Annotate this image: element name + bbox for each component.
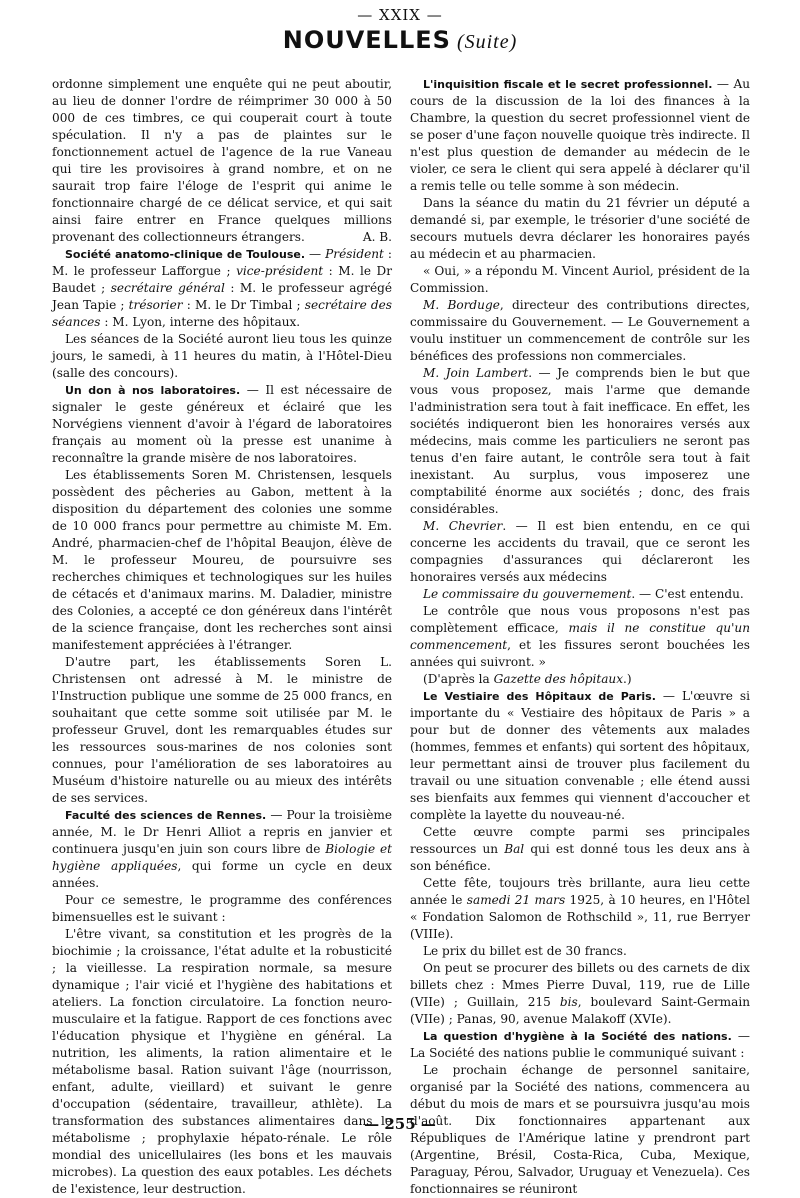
section-heading: Le Vestiaire des Hôpitaux de Paris. (423, 690, 656, 703)
section-heading: Un don à nos laboratoires. (65, 384, 241, 397)
speaker-name: M. Chevrier (423, 519, 503, 533)
paragraph: Société anatomo-clinique de Toulouse. — Président : M. le professeur Lafforgue ; vice-président : M. le Dr Baudet ; secrétaire général : M. le professeur agrégé Jean Tapie ; trésorier : M. le Dr Timbal ; secrétaire des séances : M. Lyon, interne des hôpitaux. (52, 247, 392, 329)
paragraph: Le contrôle que nous vous proposons n'est pas complètement efficace, mais il ne constitue qu'un commencement, et les fissures seront bouchées les années qui suivront. » (410, 604, 750, 669)
page-number: — 255 — (364, 1115, 436, 1133)
speaker-name: M. Borduge (423, 298, 500, 312)
paragraph: Les séances de la Société auront lieu tous les quinze jours, le samedi, à 11 heures du matin, à l'Hôtel-Dieu (salle des concours). (52, 332, 392, 380)
paragraph: Le Vestiaire des Hôpitaux de Paris. — L'œuvre si importante du « Vestiaire des hôpitaux de Paris » a pour but de donner des vêtements aux malades (hommes, femmes et enfants) qui sortent des hôpitaux, leur permettant ainsi de trouver plus facilement du travail ou une situation convenable ; elle étend aussi ses bienfaits aux femmes qui viennent d'accoucher et complète la layette du nouveau-né. (410, 689, 750, 822)
paragraph: La question d'hygiène à la Société des nations. — La Société des nations publie le communiqué suivant : (410, 1029, 750, 1060)
paragraph (52, 76, 392, 246)
paragraph: L'inquisition fiscale et le secret professionnel. — Au cours de la discussion de la loi des finances à la Chambre, la question du secret professionnel vient de se poser d'une façon nouvelle quoique très indirecte. Il n'est plus question de demander au médecin de le violer, ce sera le client qui sera appelé à déclarer qu'il a remis telle ou telle somme à son médecin. (410, 77, 750, 193)
paragraph-text: ordonne simplement une enquête qui ne peut aboutir, au lieu de donner l'ordre de réimprimer 30 000 à 50 000 de ces timbres, ce qui couperait court à toute spéculation. Il n'y a pas de plaintes sur le fonctionnement actuel de l'agence de la rue Vaneau qui tire les provisoires à grand nombre, et on ne saurait trop faire l'éloge de l'esprit qui anime le fonctionnaire chargé de ce délicat service, et qui sait ainsi faire entrer en France quelques millions provenant des collectionneurs étrangers. (52, 77, 392, 244)
paragraph: Cette œuvre compte parmi ses principales ressources un Bal qui est donné tous les deux ans à son bénéfice. (410, 825, 750, 873)
paragraph: Les établissements Soren M. Christensen, lesquels possèdent des pêcheries au Gabon, mettent à la disposition du département des colonies une somme de 10 000 francs pour permettre au chimiste M. Em. André, pharmacien-chef de l'hôpital Beaujon, élève de M. le professeur Moureu, de poursuivre ses recherches chimiques et technologiques sur les huiles de cétacés et d'animaux marins. M. Daladier, ministre des Colonies, a accepté ce don généreux dans l'intérêt de la science française, dont les recherches sont ainsi manifestement appréciées à l'étranger. (52, 468, 392, 652)
page-title (0, 26, 800, 54)
left-column (52, 76, 392, 1198)
paragraph: Pour ce semestre, le programme des conférences bimensuelles est le suivant : (52, 893, 392, 924)
section-heading: La question d'hygiène à la Société des nations. (423, 1030, 732, 1043)
paragraph: Dans la séance du matin du 21 février un député a demandé si, par exemple, le trésorier d'une société de secours mutuels devra déclarer les honoraires payés au médecin et au pharmacien. (410, 196, 750, 261)
title-suite: (Suite) (456, 31, 518, 53)
paragraph: Le prix du billet est de 30 francs. (423, 944, 627, 958)
paragraph: On peut se procurer des billets ou des carnets de dix billets chez : Mmes Pierre Duval, 119, rue de Lille (VIIe) ; Guillain, 215 bis, boulevard Saint-Germain (VIIe) ; Panas, 90, avenue Malakoff (XVIe). (410, 961, 750, 1026)
paragraph: Cette fête, toujours très brillante, aura lieu cette année le samedi 21 mars 1925, à 10 heures, en l'Hôtel « Fondation Salomon de Rothschild », 11, rue Berryer (VIIIe). (410, 876, 750, 941)
speaker-name: Le commissaire du gouvernement (423, 587, 632, 601)
section-numeral: — XXIX — (357, 6, 443, 24)
section-heading: Société anatomo-clinique de Toulouse. (65, 248, 306, 261)
paragraph: M. Borduge, directeur des contributions directes, commissaire du Gouvernement. — Le Gouvernement a voulu instituer un commencement de contrôle sur les bénéfices des professions non commerciales. (410, 298, 750, 363)
paragraph: Faculté des sciences de Rennes. — Pour la troisième année, M. le Dr Henri Alliot a repris en janvier et continuera jusqu'en juin son cours libre de Biologie et hygiène appliquées, qui forme un cycle en deux années. (52, 808, 392, 890)
paragraph: « Oui, » a répondu M. Vincent Auriol, président de la Commission. (410, 264, 750, 295)
section-heading: Faculté des sciences de Rennes. (65, 809, 267, 822)
paragraph: Le prochain échange de personnel sanitaire, organisé par la Société des nations, commencera au début du mois de mars et se poursuivra jusqu'au mois d'août. Dix fonctionnaires appartenant aux Républiques de l'Amérique latine y prendront part (Argentine, Brésil, Costa-Rica, Cuba, Mexique, Paraguay, Pérou, Salvador, Uruguay et Venezuela). Ces fonctionnaires se réuniront (410, 1063, 750, 1196)
paragraph: M. Join Lambert. — Je comprends bien le but que vous vous proposez, mais l'arme que demande l'administration sera tout à fait inefficace. En effet, les sociétés indiqueront bien les honoraires versés aux médecins, mais comme les particuliers ne seront pas tenus d'en faire autant, le contrôle sera tout à fait inexistant. Au surplus, vous imposerez une comptabilité énorme aux sociétés ; donc, des frais considérables. (410, 366, 751, 516)
paragraph: M. Chevrier. — Il est bien entendu, en ce qui concerne les accidents du travail, que ce seront les compagnies d'assurances qui déclareront les honoraires versés aux médecins (410, 519, 750, 584)
title-text: NOUVELLES (282, 26, 451, 54)
paragraph: Un don à nos laboratoires. — Il est nécessaire de signaler le geste généreux et éclairé que les Norvégiens viennent d'avoir à l'égard de laboratoires français au moment où la presse est unanime à reconnaître la grande misère de nos laboratoires. (52, 383, 393, 465)
section-heading: L'inquisition fiscale et le secret professionnel. (423, 78, 713, 91)
paragraph: L'être vivant, sa constitution et les progrès de la biochimie ; la croissance, l'état adulte et la robusticité ; la vieillesse. La respiration normale, sa mesure dynamique ; l'air vicié et l'hygiène des habitations et ateliers. La fonction circulatoire. La fonction neuro-musculaire et la fatigue. Rapport de ces fonctions avec l'éducation physique et l'hygiène en général. La nutrition, les aliments, la ration alimentaire et le métabolisme basal. Ration suivant l'âge (nourrisson, enfant, adulte, vieillard) et suivant le genre d'occupation (sédentaire, travailleur, athlète). La transformation des substances alimentaires dans le métabolisme ; prophylaxie hépato-rénale. Le rôle mondial des unicellulaires (les bons et les mauvais microbes). La question des eaux potables. Les déchets de l'existence, leur destruction. (52, 927, 392, 1196)
speaker-name: M. Join Lambert (423, 366, 529, 380)
paragraph: D'autre part, les établissements Soren L. Christensen ont adressé à M. le ministre de l'Instruction publique une somme de 25 000 francs, en souhaitant que cette somme soit utilisée par M. le professeur Gruvel, dont les remarquables études sur les ressources sous-marines de nos colonies sont connues, pour l'amélioration de ses laboratoires au Muséum d'histoire naturelle ou au mieux des intérêts de ses services. (52, 655, 392, 805)
source-citation: (D'après la Gazette des hôpitaux.) (423, 672, 632, 686)
paragraph: Le commissaire du gouvernement. — C'est entendu. (423, 587, 744, 601)
right-column (410, 76, 750, 1198)
signature: A. B. (362, 230, 392, 244)
